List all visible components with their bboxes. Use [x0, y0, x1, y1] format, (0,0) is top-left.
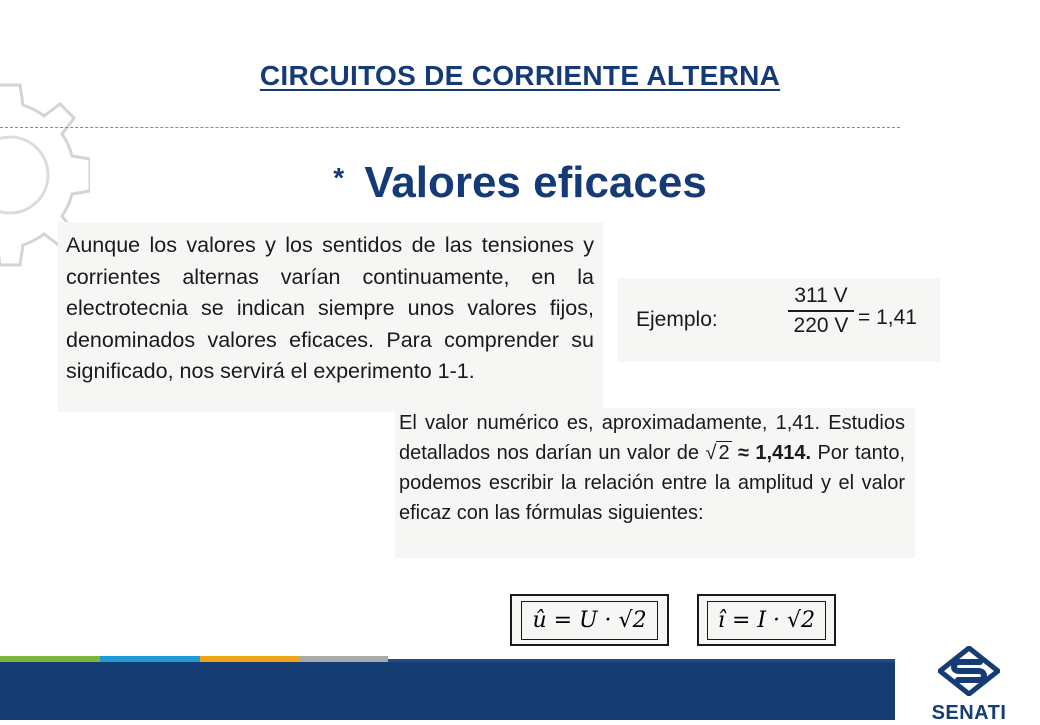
scanned-text-block-2 — [395, 408, 915, 558]
senati-s-logo-icon — [938, 646, 1000, 696]
paragraph-1: Aunque los valores y los sentidos de las tensiones y corrientes alternas varían continuamente, en la electrotecnia se indican siempre unos valores fijos, denominados valores eficaces. Para comprender su significado, nos servirá el experimento 1-1. — [66, 233, 594, 383]
voltage-formula-box — [510, 594, 669, 646]
subtitle-text: Valores eficaces — [364, 158, 707, 207]
current-formula: î = I · √2 — [707, 601, 826, 640]
current-formula-box — [697, 594, 836, 646]
voltage-formula: û = U · √2 — [521, 601, 657, 640]
sqrt-radicand: 2 — [718, 442, 730, 464]
bullet-marker: * — [333, 162, 345, 193]
example-label: Ejemplo: — [636, 308, 718, 331]
example-result: = 1,41 — [858, 306, 917, 329]
logo-text: SENATI — [931, 702, 1007, 724]
paragraph-2-after: Por tanto, podemos escribir la relación entre la amplitud y el valor eficaz con las fórmulas siguientes: — [399, 442, 906, 524]
sqrt-two: √ 2 — [705, 442, 730, 464]
slide-subtitle — [0, 158, 1040, 208]
paragraph-2-before: El valor numérico es, aproximadamente, 1,41. Estudios detallados nos darían un valor de — [399, 412, 905, 464]
fraction-denominator: 220 V — [793, 314, 849, 337]
slide-title: CIRCUITOS DE CORRIENTE ALTERNA — [259, 60, 781, 91]
paragraph-2 — [399, 408, 905, 528]
scanned-text-block-1 — [58, 222, 603, 412]
fraction-bar — [788, 310, 854, 312]
example-fraction — [788, 284, 854, 338]
divider — [0, 127, 900, 128]
example-block — [618, 278, 940, 362]
approx-value: ≈ 1,414. — [738, 442, 812, 464]
footer-bar — [0, 662, 895, 720]
fraction-numerator: 311 V — [794, 284, 848, 307]
